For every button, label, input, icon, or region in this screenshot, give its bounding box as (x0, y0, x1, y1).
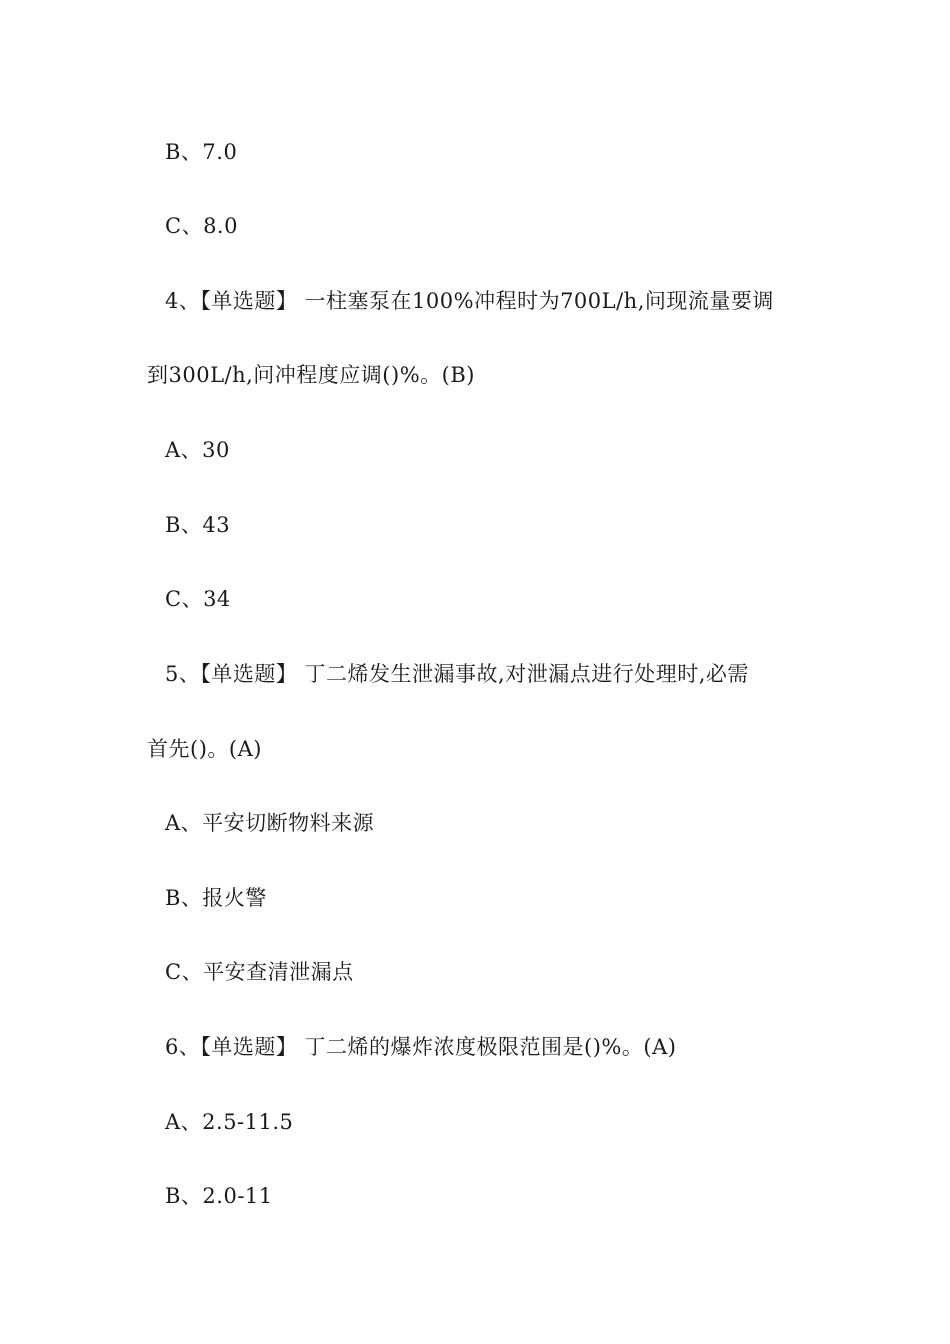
option-c-q5: C、平安查清泄漏点 (165, 960, 354, 984)
option-c-q3: C、8.0 (165, 214, 238, 238)
question-4-continuation: 到300L/h,问冲程度应调()%。(B) (147, 363, 475, 387)
option-b-q6: B、2.0-11 (165, 1184, 273, 1208)
option-b-q4: B、43 (165, 513, 231, 537)
option-a-q4: A、30 (165, 438, 230, 462)
option-a-q5: A、平安切断物料来源 (165, 811, 375, 835)
question-6-text: 6、【单选题】 丁二烯的爆炸浓度极限范围是()%。(A) (165, 1035, 677, 1059)
option-c-q4: C、34 (165, 587, 231, 611)
question-4-text: 4、【单选题】 一柱塞泵在100%冲程时为700L/h,问现流量要调 (165, 289, 774, 313)
option-a-q6: A、2.5-11.5 (165, 1110, 294, 1134)
option-b-q3: B、7.0 (165, 140, 238, 164)
option-b-q5: B、报火警 (165, 886, 267, 910)
question-5-continuation: 首先()。(A) (147, 737, 262, 761)
question-5-text: 5、【单选题】 丁二烯发生泄漏事故,对泄漏点进行处理时,必需 (165, 662, 749, 686)
